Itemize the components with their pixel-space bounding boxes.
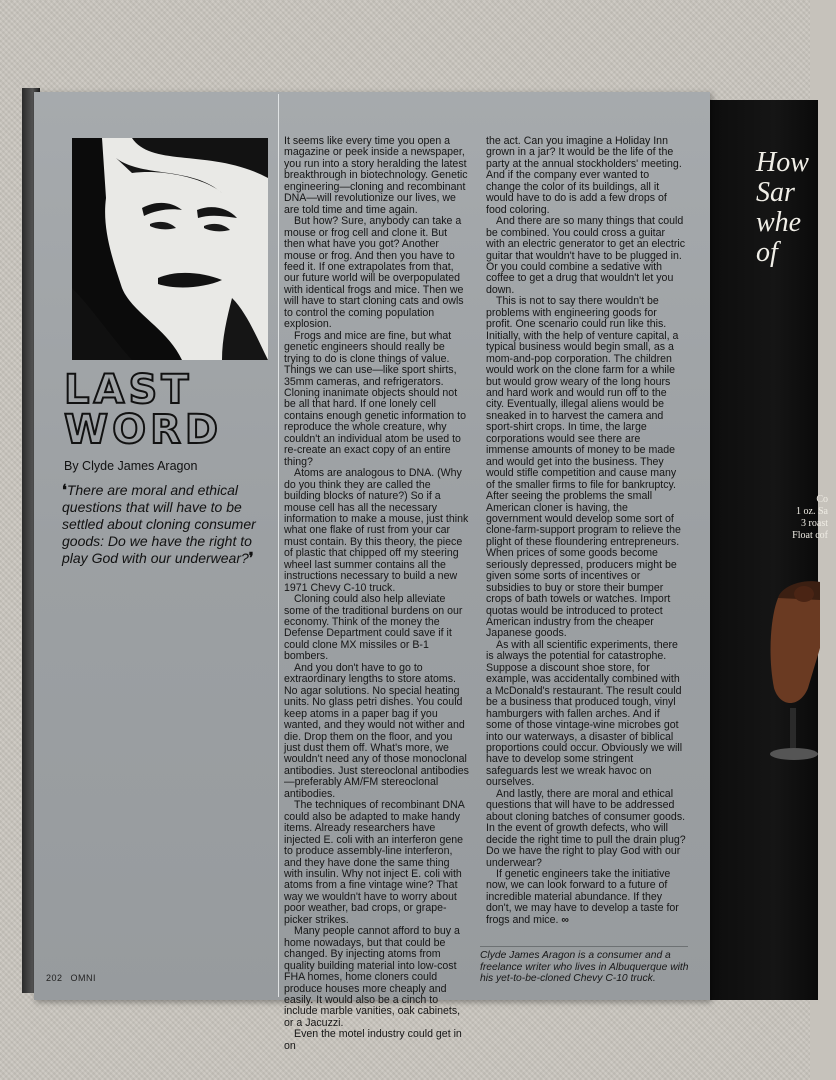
close-quote-mark: ❜ bbox=[248, 550, 254, 567]
paragraph: And lastly, there are moral and ethical questions that will have to be addressed about cloning batches of consumer goods. In the event of growth defects, who will decide the right time to pull the drain plug? Do we have the right to play God with our underwear? bbox=[486, 787, 686, 869]
paragraph: But how? Sure, anybody can take a mouse or frog cell and clone it. But then what have you got? Another mouse or frog. And then you have to feed it. If one extrapolates from that, our future world will be overpopulated with identical frogs and mice. Then we will have to start cloning cats and owls to control the coming population explosion. bbox=[284, 215, 464, 331]
final-paragraph-text: If genetic engineers take the initiative now, we can look forward to a future of incredible material abundance. If they don't, we may have to develop a taste for frogs and mice. bbox=[486, 868, 679, 926]
ad-recipe-text: Co 1 oz. Sa 3 roast Float cof bbox=[792, 494, 828, 541]
body-column-3 bbox=[486, 136, 686, 926]
byline: By Clyde James Aragon bbox=[64, 459, 198, 473]
pull-quote bbox=[62, 482, 268, 567]
body-column-2 bbox=[284, 136, 470, 1052]
coffee-glass-image bbox=[760, 578, 820, 778]
author-bio: Clyde James Aragon is a consumer and a freelance writer who lives in Albuquerque with his yet-to-be-cloned Chevy C-10 truck. bbox=[480, 950, 689, 985]
paragraph bbox=[486, 869, 686, 926]
pull-quote-text: There are moral and ethical questions that will have to be settled about cloning consumer goods: Do we have the right to play God with our underwear? bbox=[62, 482, 256, 566]
paragraph: And you don't have to go to extraordinary lengths to store atoms. No agar solutions. No special heating units. No glass petri dishes. You could keep atoms in a paper bag if you wanted, and they would not wither and die. Drop them on the floor, and you just dust them off. What's more, we wouldn't need any of those monoclonal antibodies. Just stereoclonal antibodies—preferably AM/FM stereoclonal antibodies. bbox=[284, 661, 469, 800]
end-mark-icon: ∞ bbox=[561, 913, 569, 926]
author-portrait-image bbox=[72, 138, 268, 360]
paragraph: As with all scientific experiments, there is always the potential for catastrophe. Suppose a discount shoe store, for example, was accidentally combined with a McDonald's restaurant. The result could be a business that produced tough, vinyl hamburgers with fallen arches. And if some of those vintage-wine microbes got into our waterways, a disaster of biblical proportions could occur. Obviously we will have to develop some stringent safeguards lest we wreak havoc on ourselves. bbox=[486, 638, 683, 789]
bio-divider bbox=[480, 946, 688, 947]
paragraph: Atoms are analogous to DNA. (Why do you think they are called the building blocks of nature?) So if a mouse cell has all the necessary information to make a mouse, just think what one flake of rust from your car must contain. By this theory, the piece of plastic that chipped off my steering wheel last summer contains all the instructions necessary to build a new 1971 Chevy C-10 truck. bbox=[284, 467, 469, 594]
article-headline: LAST WORD bbox=[64, 367, 223, 453]
magazine-name: OMNI bbox=[70, 973, 97, 983]
paragraph: It seems like every time you open a magazine or peek inside a newspaper, you run into a story heralding the latest breakthrough in biotechnology. Genetic engineering—cloning and recombinant DNA—will revolutionize our lives, we are told time and time again. bbox=[284, 135, 468, 216]
paragraph: Frogs and mice are fine, but what genetic engineers should really be trying to do is clone things of value. Things we can use—like sport shirts, 35mm cameras, and refrigerators. Cloning inanimate objects should not be all that hard. If one lonely cell contains enough genetic information to reproduce the whole creature, why couldn't an individual atom be used to re-create an exact copy of an entire thing? bbox=[284, 329, 466, 468]
open-quote-mark: ❛ bbox=[62, 482, 67, 499]
paragraph: Cloning could also help alleviate some of the traditional burdens on our economy. Think of the money the Defense Department could save if it could clone MX missiles or B-1 bombers. bbox=[284, 593, 463, 663]
column-divider bbox=[278, 94, 279, 997]
page-number: 202 bbox=[46, 973, 63, 983]
paragraph: Many people cannot afford to buy a home nowadays, but that could be changed. By injecting atoms from quality building material into low-cost FHA homes, home cloners could produce houses more cheaply and easily. It would also be a cinch to include marble vanities, oak cabinets, or a Jacuzzi. bbox=[284, 925, 461, 1029]
adjacent-ad-page bbox=[708, 100, 828, 1000]
left-column bbox=[34, 92, 278, 1000]
paragraph: Even the motel industry could get in on bbox=[284, 1028, 462, 1052]
paragraph: the act. Can you imagine a Holiday Inn grown in a jar? It would be the life of the party at the annual stockholders' meeting. And if the company ever wanted to change the color of its buildings, all it would have to do is add a few drops of food coloring. bbox=[486, 135, 682, 216]
ad-headline: How Sar whe of bbox=[756, 147, 809, 268]
page-folio bbox=[46, 973, 96, 983]
paragraph: The techniques of recombinant DNA could also be adapted to make handy items. Already researchers have injected E. coli with an interferon gene to produce assembly-line interferon, and they have done the same thing with insulin. Why not inject E. coli with atoms from a fine vintage wine? That way we wouldn't have to worry about poor weather, bad crops, or grape-picker strikes. bbox=[284, 799, 465, 926]
magazine-page bbox=[34, 92, 710, 1052]
paragraph: This is not to say there wouldn't be problems with engineering goods for profit. One scenario could run like this. Initially, with the help of venture capital, a typical business would begin small, as a mom-and-pop corporation. The children would work on the clone farm for a while but would grow weary of the long hours and hard work and would run off to the city. Eventually, illegal aliens would be sneaked in to harvest the camera and sport-shirt crops. In time, the large corporations would see there are immense amounts of money to be made and would get into the business. They would stifle competition and cause many of the smaller firms to file for bankruptcy. After seeing the problems the small American cloner is having, the government would develop some sort of clone-farm-support program to relieve the plight of these floundering entrepreneurs. When prices of some goods become seriously depressed, producers might be given some sorts of incentives or subsidies to buy or store their bumper crops of bath towels or watches. Import quotas would be introduced to protect American industry from the cheaper Japanese goods. bbox=[486, 295, 681, 640]
paragraph: And there are so many things that could be combined. You could cross a guitar with an electric generator to get an electric guitar that wouldn't have to be plugged in. Or you could combine a sedative with coffee to get a drug that wouldn't let you down. bbox=[486, 215, 686, 296]
